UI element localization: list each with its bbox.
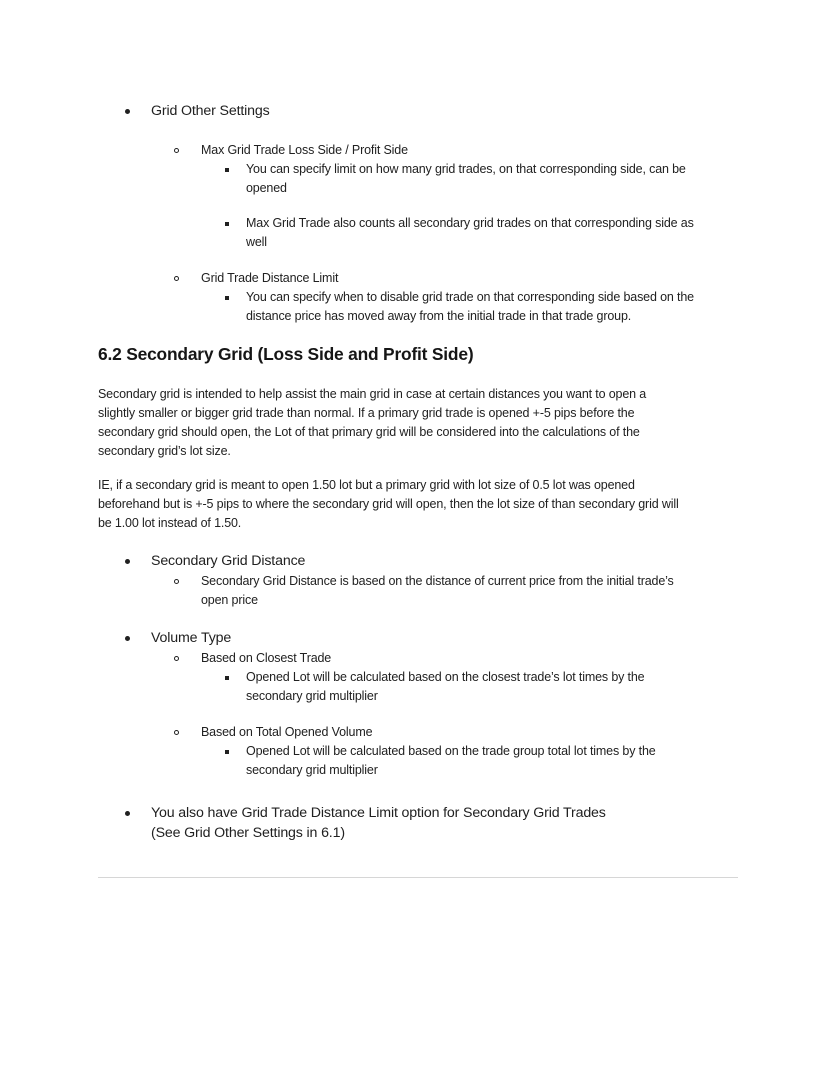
paragraph-line: beforehand but is +-5 pips to where the secondary grid will open, then the lot size of than secondary grid will <box>98 497 679 511</box>
list-item-text: secondary grid multiplier <box>246 763 378 777</box>
list-item <box>98 269 834 288</box>
bullet-circle-icon <box>174 656 179 661</box>
list-item-text: Secondary Grid Distance is based on the distance of current price from the initial trade’s <box>201 574 674 588</box>
bullet-disc-icon <box>125 109 130 114</box>
bullet-disc-icon <box>125 559 130 564</box>
list-item-text: Grid Other Settings <box>151 103 270 119</box>
bullet-circle-icon <box>174 148 179 153</box>
list-item-text: Max Grid Trade also counts all secondary grid trades on that corresponding side as <box>246 216 694 230</box>
list-item <box>98 160 834 198</box>
list-item <box>98 141 834 160</box>
paragraph-line: IE, if a secondary grid is meant to open 1.50 lot but a primary grid with lot size of 0.5 lot was opened <box>98 478 635 492</box>
bullet-square-icon <box>225 222 229 226</box>
list-item-text: Opened Lot will be calculated based on the closest trade’s lot times by the <box>246 670 645 684</box>
list-item-text: You also have Grid Trade Distance Limit option for Secondary Grid Trades <box>151 805 606 821</box>
paragraph <box>98 476 834 533</box>
bullet-disc-icon <box>125 811 130 816</box>
paragraph-line: slightly smaller or bigger grid trade than normal. If a primary grid trade is opened +-5 pips before the <box>98 406 635 420</box>
bullet-circle-icon <box>174 730 179 735</box>
list-item-text: Grid Trade Distance Limit <box>201 271 339 285</box>
paragraph-line: secondary grid should open, the Lot of that primary grid will be considered into the calculations of the <box>98 425 640 439</box>
list-item-text: open price <box>201 593 258 607</box>
bullet-circle-icon <box>174 579 179 584</box>
list-item-text: Based on Closest Trade <box>201 651 332 665</box>
list-item-text: (See Grid Other Settings in 6.1) <box>151 825 345 841</box>
bullet-square-icon <box>225 296 229 300</box>
list-item <box>98 288 834 326</box>
bullet-square-icon <box>225 168 229 172</box>
paragraph-line: secondary grid’s lot size. <box>98 444 231 458</box>
list-item-text: distance price has moved away from the initial trade in that trade group. <box>246 309 632 323</box>
list-item <box>98 803 834 843</box>
list-item-text: Based on Total Opened Volume <box>201 725 373 739</box>
list-item-text: You can specify when to disable grid trade on that corresponding side based on the <box>246 290 694 304</box>
bullet-circle-icon <box>174 276 179 281</box>
list-item-text: Opened Lot will be calculated based on the trade group total lot times by the <box>246 744 656 758</box>
list-item <box>98 742 834 780</box>
bullet-square-icon <box>225 750 229 754</box>
list-item <box>98 572 834 610</box>
paragraph-line: be 1.00 lot instead of 1.50. <box>98 516 242 530</box>
list-item-text: opened <box>246 181 287 195</box>
section-heading: 6.2 Secondary Grid (Loss Side and Profit Side) <box>98 344 474 364</box>
list-item-text: well <box>246 235 267 249</box>
bullet-disc-icon <box>125 636 130 641</box>
list-item <box>98 551 834 571</box>
list-item <box>98 214 834 252</box>
list-item <box>98 723 834 742</box>
bullet-square-icon <box>225 676 229 680</box>
list-item-text: Volume Type <box>151 630 232 646</box>
list-item <box>98 668 834 706</box>
paragraph-line: Secondary grid is intended to help assist the main grid in case at certain distances you want to open a <box>98 387 647 401</box>
list-item <box>98 628 834 648</box>
list-item <box>98 101 834 121</box>
list-item <box>98 649 834 668</box>
list-item-text: You can specify limit on how many grid trades, on that corresponding side, can be <box>246 162 686 176</box>
list-item-text: Max Grid Trade Loss Side / Profit Side <box>201 143 408 157</box>
horizontal-divider <box>98 877 738 878</box>
list-item-text: secondary grid multiplier <box>246 689 378 703</box>
paragraph <box>98 385 834 461</box>
list-item-text: Secondary Grid Distance <box>151 553 306 569</box>
